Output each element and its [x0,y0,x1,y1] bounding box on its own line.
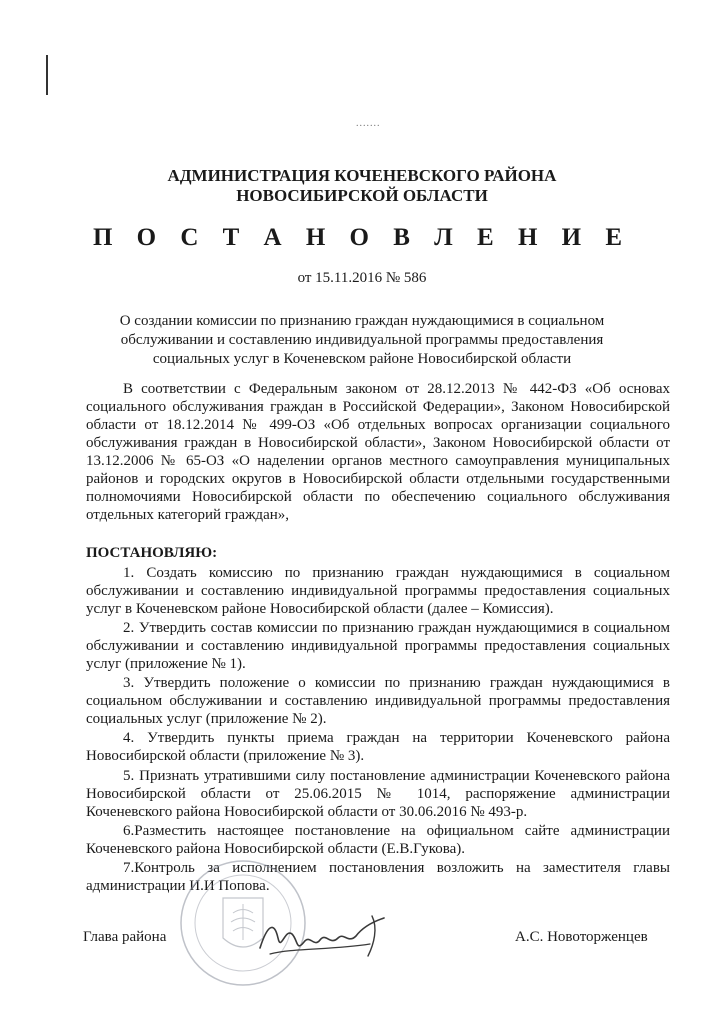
decree-item-1: 1. Создать комиссию по признанию граждан нуждающимися в социальном обслуживании и составлению индивидуальной программы предоставления социальных услуг в Коченевском районе Новосибирской области (далее – Комиссия). [86,565,670,617]
decree-item-2: 2. Утвердить состав комиссии по признанию граждан нуждающимися в социальном обслуживании и составлению индивидуальной программы предоставления социальных услуг (приложение № 1). [86,620,670,672]
decree-item-5: 5. Признать утратившими силу постановление администрации Коченевского района Новосибирской области от 25.06.2015 № 1014, распоряжение администрации Коченевского района Новосибирской области от 30.06.2016 № 493-р. [86,768,670,820]
preamble-paragraph: В соответствии с Федеральным законом от 28.12.2013 № 442-ФЗ «Об основах социального обслуживания граждан в Российской Федерации», Законом Новосибирской области от 18.12.2014 № 499-ОЗ «Об отдельных вопросах организации социального обслуживания граждан в Новосибирской области», Законом Новосибирской области от 13.12.2006 № 65-ОЗ «О наделении органов местного самоуправления муниципальных районов и городских округов в Новосибирской области отдельными государственными полномочиями Новосибирской области по обеспечению социального обслуживания отдельных категорий граждан», [86,381,670,523]
scan-artifact: ....... [356,118,381,129]
signatory-position: Глава района [83,929,167,945]
decree-item-6: 6.Разместить настоящее постановление на официальном сайте администрации Коченевского района Новосибирской области (Е.В.Гукова). [86,823,670,857]
scan-edge-mark [46,55,48,95]
handwritten-signature [252,908,402,968]
document-type-title: П О С Т А Н О В Л Е Н И Е [92,224,632,251]
org-name-line2: НОВОСИБИРСКОЙ ОБЛАСТИ [236,186,488,205]
signatory-name: А.С. Новоторженцев [515,929,648,945]
document-date-number: от 15.11.2016 № 586 [297,270,427,286]
decree-word: ПОСТАНОВЛЯЮ: [86,545,218,561]
document-subject: О создании комиссии по признанию граждан нуждающимися в социальном обслуживании и составлению индивидуальной программы предоставления социальных услуг в Коченевском районе Новосибирской области [119,313,605,367]
decree-item-7: 7.Контроль за исполнением постановления возложить на заместителя главы администрации И.И Попова. [86,860,670,894]
org-name-line1: АДМИНИСТРАЦИЯ КОЧЕНЕВСКОГО РАЙОНА [167,166,557,185]
decree-item-3: 3. Утвердить положение о комиссии по признанию граждан нуждающимися в социальном обслуживании и составлению индивидуальной программы предоставления социальных услуг (приложение № 2). [86,675,670,727]
decree-item-4: 4. Утвердить пункты приема граждан на территории Коченевского района Новосибирской области (приложение № 3). [86,730,670,764]
